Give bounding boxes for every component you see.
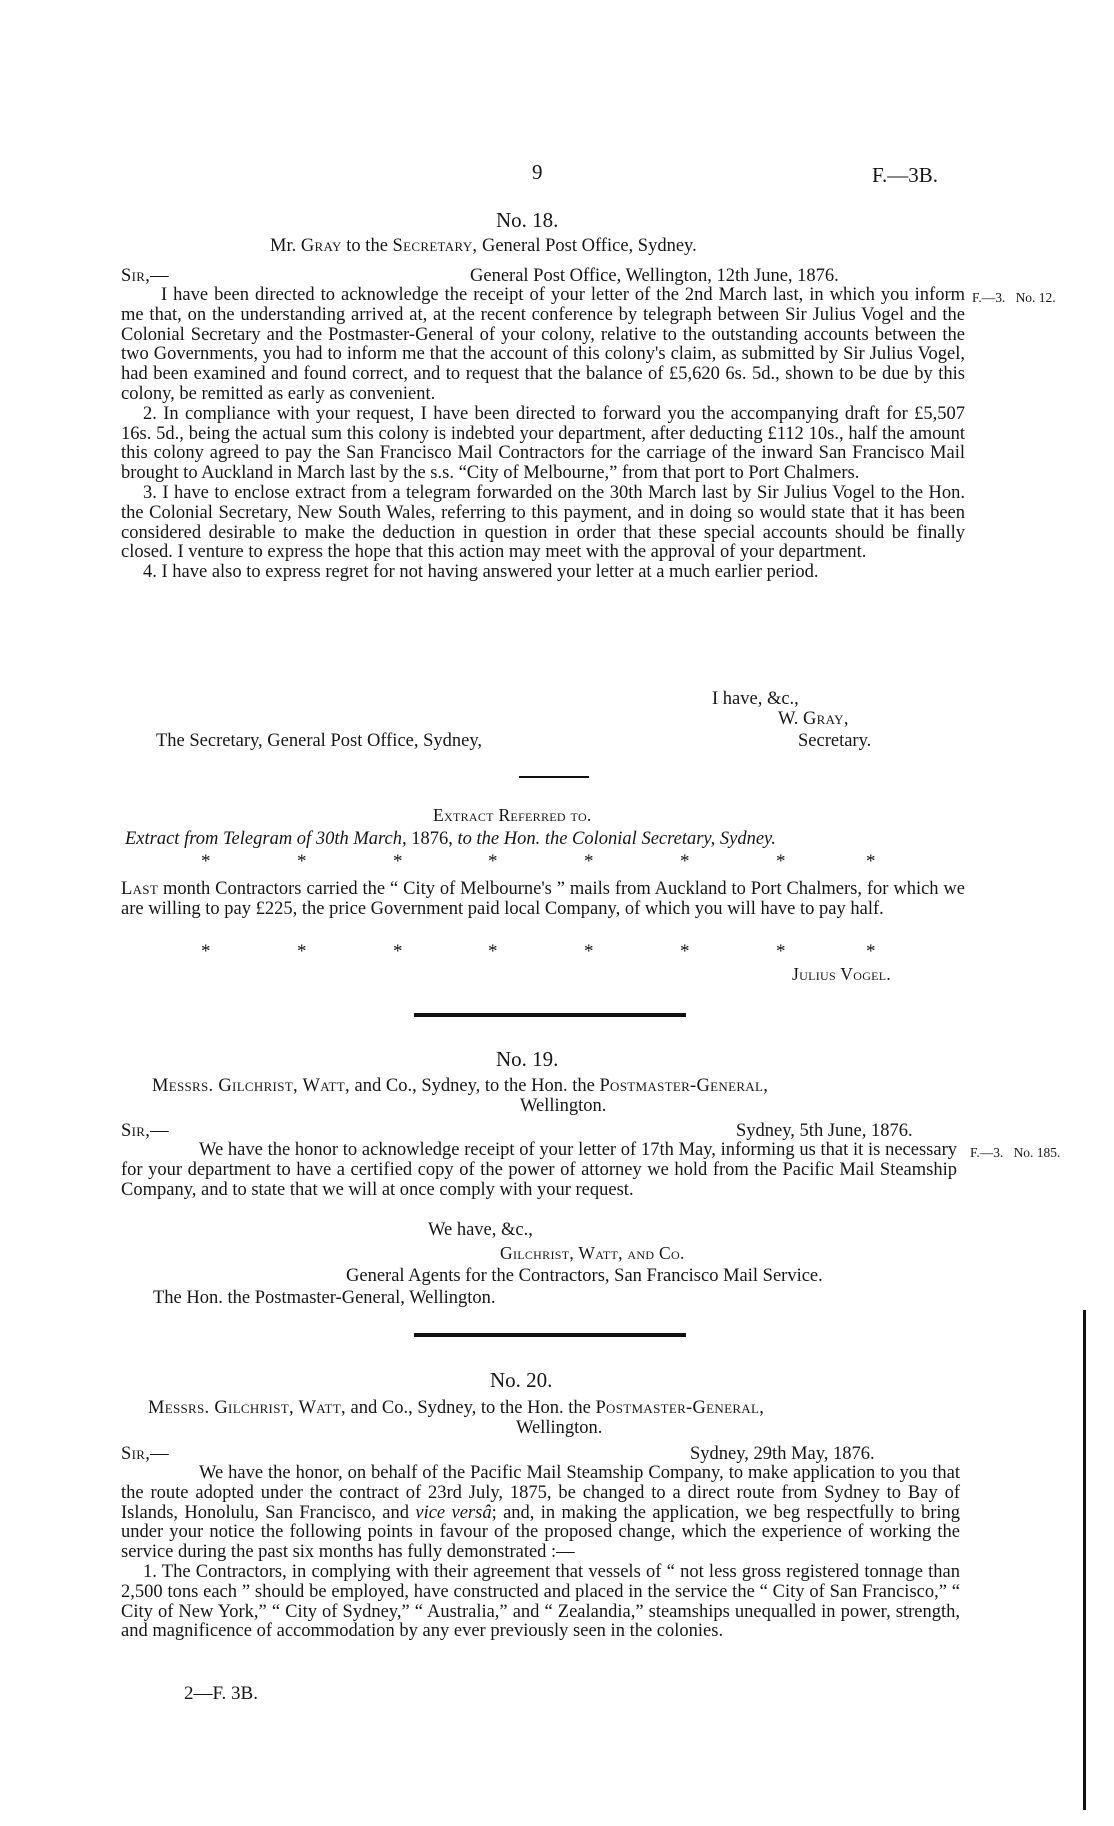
- letter-18-margin-ref: F.—3. No. 12.: [972, 290, 1056, 305]
- ellipsis-star: *: [680, 851, 690, 872]
- ellipsis-star: *: [866, 851, 876, 872]
- letter-18-addressee: The Secretary, General Post Office, Sydney,: [156, 731, 483, 751]
- letter-20-heading: Messrs. Gilchrist, Watt, and Co., Sydney, to the Hon. the Postmaster-General,: [148, 1398, 765, 1418]
- letter-20-number: No. 20.: [490, 1368, 553, 1392]
- divider-long: [414, 1013, 686, 1017]
- letter-18-dateline: General Post Office, Wellington, 12th June, 1876.: [470, 266, 839, 286]
- divider-long: [414, 1333, 686, 1337]
- extract-star-row-1: [0, 851, 1114, 873]
- letter-18-heading: Mr. Gray to the Secretary, General Post Office, Sydney.: [270, 236, 697, 256]
- extract-subheading: Extract from Telegram of 30th March, 1876, to the Hon. the Colonial Secretary, Sydney.: [125, 829, 776, 849]
- letter-19-margin-ref: F.—3. No. 185.: [970, 1145, 1061, 1160]
- letter-18-number: No. 18.: [496, 208, 559, 232]
- letter-19-number: No. 19.: [496, 1047, 559, 1071]
- letter-20-paragraph-2: 1. The Contractors, in complying with their agreement that vessels of “ not less gross registered tonnage than 2,500 tons each ” should be employed, have constructed and placed in the service the “ City of San Francisco,” “ City of New York,” “ City of Sydney,” “ Australia,” and “ Zealandia,” steamships unequalled in power, strength, and magnificence of accommodation by any ever previously seen in the colonies.: [121, 1561, 960, 1642]
- divider-short: [519, 776, 589, 778]
- page-number: 9: [532, 160, 543, 184]
- letter-19-heading: Messrs. Gilchrist, Watt, and Co., Sydney, to the Hon. the Postmaster-General,: [152, 1076, 769, 1096]
- letter-19-dateline: Sydney, 5th June, 1876.: [736, 1121, 913, 1141]
- letter-18-salutation: Sir,—: [121, 266, 169, 286]
- extract-heading: Extract Referred to.: [433, 805, 592, 825]
- letter-18-signature-title: Secretary.: [798, 731, 872, 751]
- margin-line: [1083, 1310, 1086, 1810]
- letter-19-addressee: The Hon. the Postmaster-General, Wellington.: [153, 1288, 496, 1308]
- ellipsis-star: *: [297, 941, 307, 962]
- ellipsis-star: *: [776, 941, 786, 962]
- letter-20-salutation: Sir,—: [121, 1444, 169, 1464]
- document-code: F.—3B.: [872, 163, 939, 187]
- letter-19-signature-title: General Agents for the Contractors, San Francisco Mail Service.: [346, 1266, 823, 1286]
- letter-20-body: [121, 1464, 960, 1642]
- letter-19-closing: We have, &c.,: [428, 1220, 533, 1240]
- letter-20-paragraph-1: We have the honor, on behalf of the Pacific Mail Steamship Company, to make application to you that the route adopted under the contract of 23rd July, 1875, be changed to a direct route from Sydney to Bay of Islands, Honolulu, San Francisco, and vice versâ; and, in making the application, we beg respectfully to bring under your notice the following points in favour of the proposed change, which the experience of working the service during the past six months has fully demonstrated :—: [121, 1463, 960, 1563]
- extract-body: Last month Contractors carried the “ City of Melbourne's ” mails from Auckland to Port Chalmers, for which we are willing to pay £225, the price Government paid local Company, of which you will have to pay half.: [121, 879, 966, 919]
- letter-18-signature: W. Gray,: [778, 709, 849, 729]
- ellipsis-star: *: [201, 941, 211, 962]
- ellipsis-star: *: [297, 851, 307, 872]
- letter-19-heading-place: Wellington.: [520, 1096, 607, 1116]
- letter-19-salutation: Sir,—: [121, 1121, 169, 1141]
- letter-18-paragraph-1: I have been directed to acknowledge the receipt of your letter of the 2nd March last, in which you inform me that, on the understanding arrived at, at the recent conference by telegraph between Sir Julius Vogel and the Colonial Secretary and the Postmaster-General of your colony, relative to the outstanding accounts between the two Governments, you had to inform me that the account of this colony's claim, as submitted by Sir Julius Vogel, had been examined and found correct, and to request that the balance of £5,620 6s. 5d., shown to be due by this colony, be remitted as early as convenient.: [121, 285, 965, 404]
- letter-18-closing: I have, &c.,: [712, 689, 799, 709]
- letter-19-signature: Gilchrist, Watt, and Co.: [500, 1243, 685, 1263]
- letter-19-body: We have the honor to acknowledge receipt of your letter of 17th May, informing us that it is necessary for your department to have a certified copy of the power of attorney we hold from the Pacific Mail Steamship Company, and to state that we will at once comply with your request.: [121, 1140, 957, 1200]
- letter-20-heading-place: Wellington.: [516, 1418, 603, 1438]
- letter-18-paragraph-3: 3. I have to enclose extract from a telegram forwarded on the 30th March last by Sir Julius Vogel to the Hon. the Colonial Secretary, New South Wales, referring to this payment, and in doing so would state that it has been considered desirable to make the deduction in question in order that these special accounts should be finally closed. I venture to express the hope that this action may meet with the approval of your department.: [121, 482, 965, 563]
- ellipsis-star: *: [488, 941, 498, 962]
- extract-star-row-2: [0, 941, 1114, 963]
- letter-18-paragraph-2: 2. In compliance with your request, I have been directed to forward you the accompanying draft for £5,507 16s. 5d., being the actual sum this colony is indebted your department, after deducting £112 10s., half the amount this colony agreed to pay the San Francisco Mail Contractors for the carriage of the inward San Francisco Mail brought to Auckland in March last by the s.s. “City of Melbourne,” from that port to Port Chalmers.: [121, 403, 965, 484]
- extract-signature: Julius Vogel.: [792, 964, 892, 984]
- footer-signature-mark: 2—F. 3B.: [184, 1683, 258, 1704]
- ellipsis-star: *: [866, 941, 876, 962]
- letter-18-body: [121, 286, 965, 583]
- ellipsis-star: *: [584, 851, 594, 872]
- ellipsis-star: *: [776, 851, 786, 872]
- letter-18-paragraph-4: 4. I have also to express regret for not having answered your letter at a much earlier period.: [143, 562, 819, 583]
- ellipsis-star: *: [393, 941, 403, 962]
- ellipsis-star: *: [393, 851, 403, 872]
- ellipsis-star: *: [584, 941, 594, 962]
- ellipsis-star: *: [201, 851, 211, 872]
- ellipsis-star: *: [488, 851, 498, 872]
- letter-20-dateline: Sydney, 29th May, 1876.: [690, 1444, 875, 1464]
- ellipsis-star: *: [680, 941, 690, 962]
